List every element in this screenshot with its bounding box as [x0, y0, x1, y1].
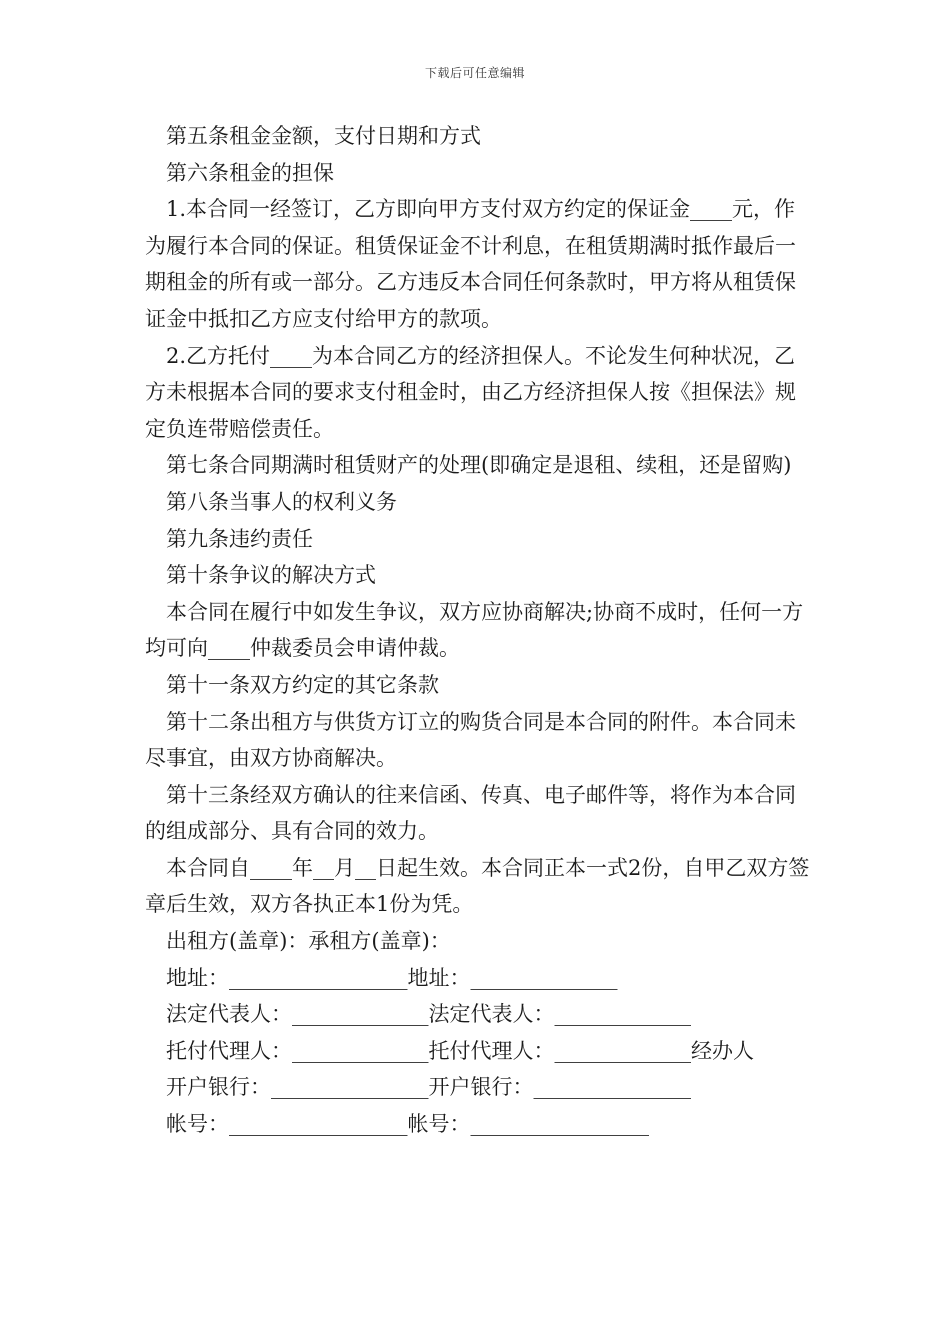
signature-agent: 托付代理人：_____________托付代理人：_____________经办人 [166, 1038, 754, 1063]
signature-address: 地址：_________________地址：______________ [166, 965, 618, 990]
effective-date-clause: 本合同自____年__月__日起生效。本合同正本一式2份，自甲乙双方签章后生效，双方各执正本1份为凭。 [145, 855, 810, 917]
article-5-heading: 第五条租金金额，支付日期和方式 [166, 124, 481, 148]
article-10-heading: 第十条争议的解决方式 [166, 563, 376, 588]
article-12-clause: 第十二条出租方与供货方订立的购货合同是本合同的附件。本合同未尽事宜，由双方协商解决。 [145, 709, 796, 771]
article-8-heading: 第八条当事人的权利义务 [166, 489, 397, 514]
contract-body [145, 118, 810, 1143]
article-13-clause: 第十三条经双方确认的往来信函、传真、电子邮件等，将作为本合同的组成部分、具有合同的效力。 [145, 782, 796, 844]
article-11-heading: 第十一条双方约定的其它条款 [166, 672, 439, 697]
article-10-clause: 本合同在履行中如发生争议，双方应协商解决;协商不成时，任何一方均可向____仲裁委员会申请仲裁。 [145, 599, 804, 661]
signature-legal-rep: 法定代表人：_____________法定代表人：_____________ [166, 1002, 691, 1027]
article-9-heading: 第九条违约责任 [166, 526, 313, 551]
signature-bank: 开户银行：_______________开户银行：_______________ [166, 1075, 691, 1100]
signature-account: 帐号：_________________帐号：_________________ [166, 1112, 649, 1137]
article-6-clause-2: 2.乙方托付____为本合同乙方的经济担保人。不论发生何种状况，乙方未根据本合同的要求支付租金时，由乙方经济担保人按《担保法》规定负连带赔偿责任。 [145, 343, 796, 441]
article-6-clause-1: 1.本合同一经签订，乙方即向甲方支付双方约定的保证金____元，作为履行本合同的保证。租赁保证金不计利息，在租赁期满时抵作最后一期租金的所有或一部分。乙方违反本合同任何条款时，甲方将从租赁保证金中抵扣乙方应支付给甲方的款项。 [145, 197, 796, 331]
article-7-heading: 第七条合同期满时租赁财产的处理(即确定是退租、续租，还是留购) [166, 453, 792, 478]
signature-block [145, 923, 810, 1143]
signature-parties: 出租方(盖章)：承租方(盖章)： [166, 929, 451, 954]
page-header-note: 下载后可任意编辑 [424, 66, 525, 80]
article-6-heading: 第六条租金的担保 [166, 160, 334, 185]
